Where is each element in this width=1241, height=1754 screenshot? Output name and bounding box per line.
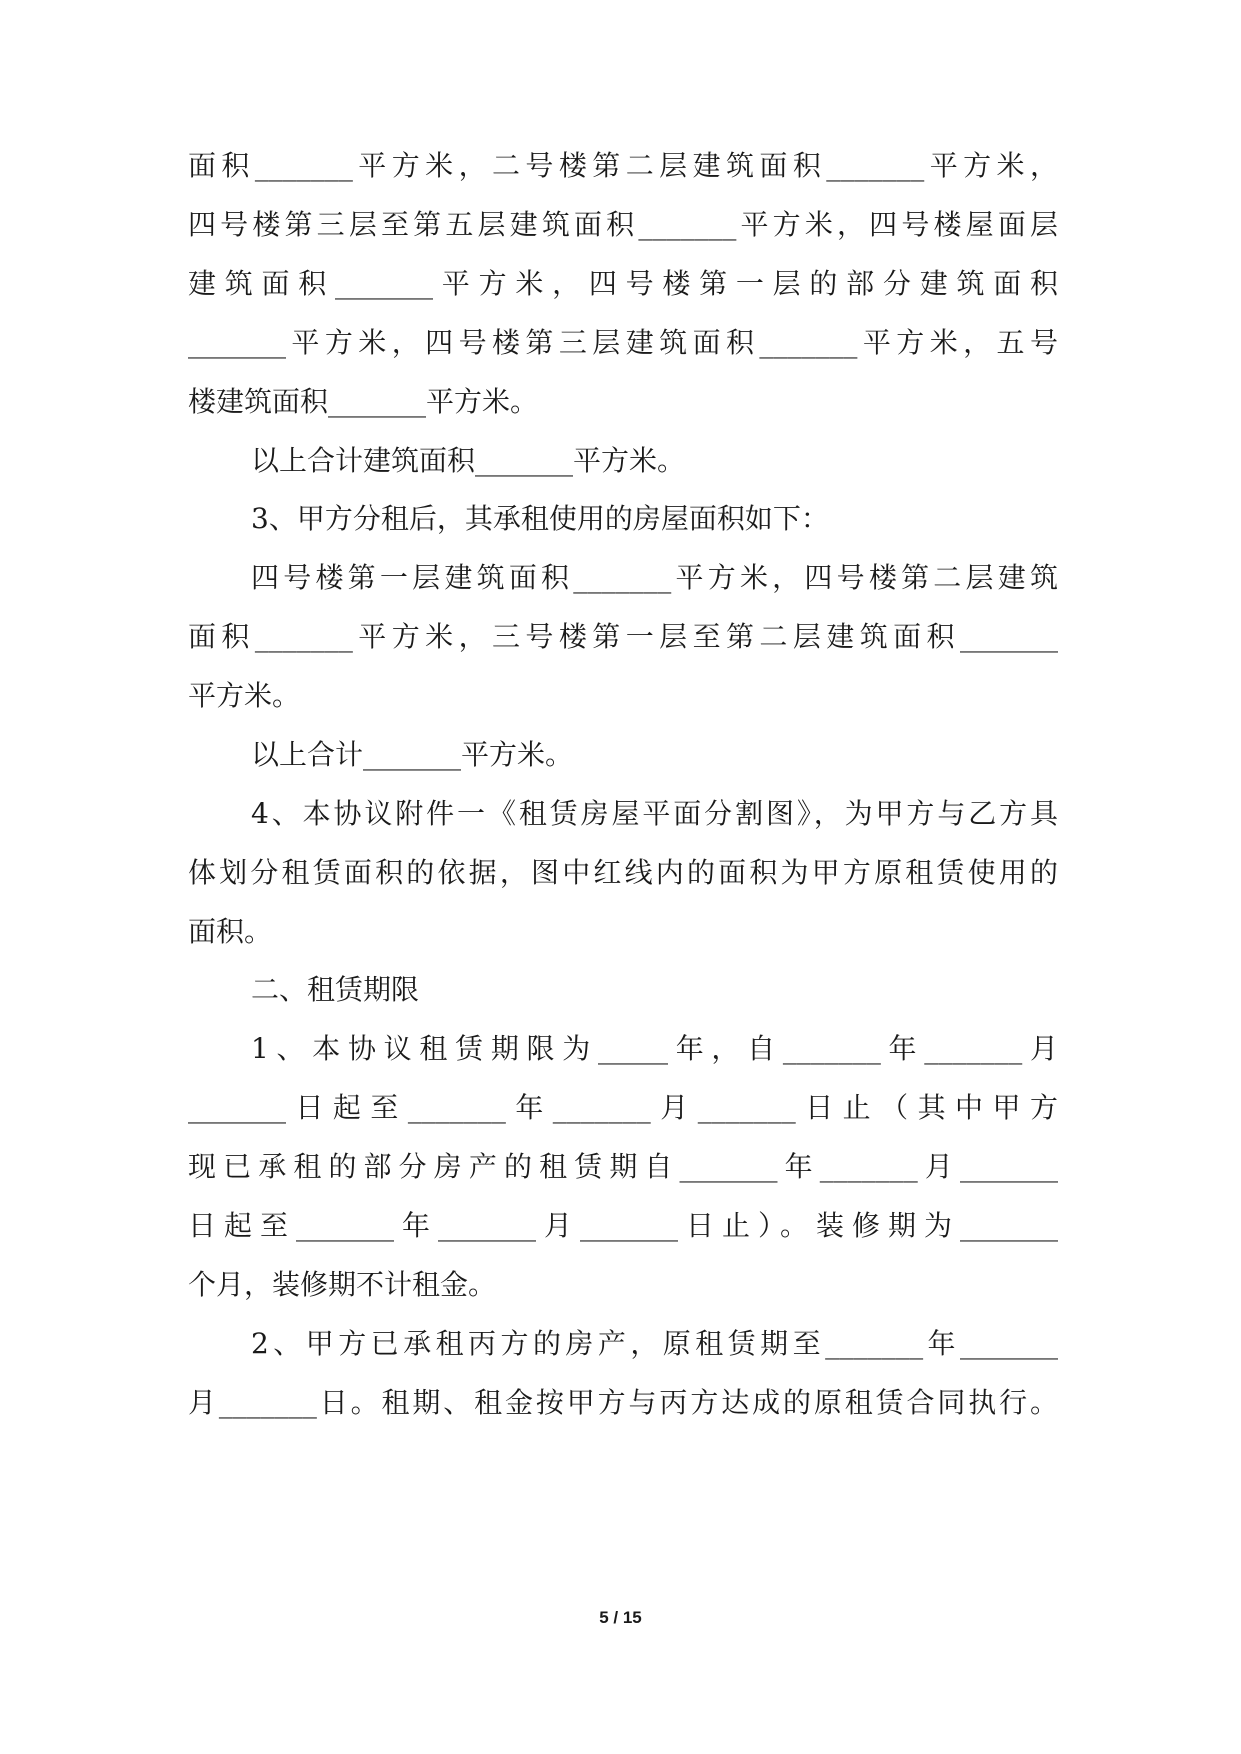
text-line: 平方米。: [188, 679, 301, 712]
page-number: 5 / 15: [599, 1608, 642, 1627]
text-line: 体划分租赁面积的依据，图中红线内的面积为甲方原租赁使用的: [188, 856, 1058, 889]
text-line: _______日起至_______年_______月_______日止（其中甲方: [188, 1091, 1058, 1124]
text-line: 月_______日。租期、租金按甲方与丙方达成的原租赁合同执行。: [188, 1386, 1058, 1419]
text-line: 楼建筑面积_______平方米。: [188, 385, 539, 418]
text-line: _______平方米，四号楼第三层建筑面积_______平方米，五号: [188, 326, 1058, 359]
text-line: 1、本协议租赁期限为_____年，自_______年_______月: [251, 1032, 1058, 1065]
text-line: 面积_______平方米，三号楼第一层至第二层建筑面积_______: [188, 620, 1058, 653]
text-line: 3、甲方分租后，其承租使用的房屋面积如下：: [251, 502, 829, 535]
text-line: 四号楼第一层建筑面积_______平方米，四号楼第二层建筑: [251, 561, 1058, 594]
text-line: 2、甲方已承租丙方的房产，原租赁期至_______年_______: [251, 1327, 1058, 1360]
text-line: 现已承租的部分房产的租赁期自_______年_______月_______: [188, 1150, 1058, 1183]
text-line: 个月，装修期不计租金。: [188, 1268, 497, 1301]
text-line: 建筑面积_______平方米，四号楼第一层的部分建筑面积: [188, 267, 1058, 300]
text-line: 以上合计建筑面积_______平方米。: [251, 444, 686, 477]
text-line: 四号楼第三层至第五层建筑面积_______平方米，四号楼屋面层: [188, 208, 1058, 241]
text-line: 面积_______平方米，二号楼第二层建筑面积_______平方米，: [188, 149, 1058, 182]
text-line: 以上合计_______平方米。: [251, 738, 574, 771]
section-heading: 二、租赁期限: [251, 973, 420, 1006]
text-line: 4、本协议附件一《租赁房屋平面分割图》，为甲方与乙方具: [251, 797, 1058, 830]
text-line: 面积。: [188, 915, 273, 948]
text-line: 日起至_______年_______月_______日止）。装修期为_______: [188, 1209, 1058, 1242]
